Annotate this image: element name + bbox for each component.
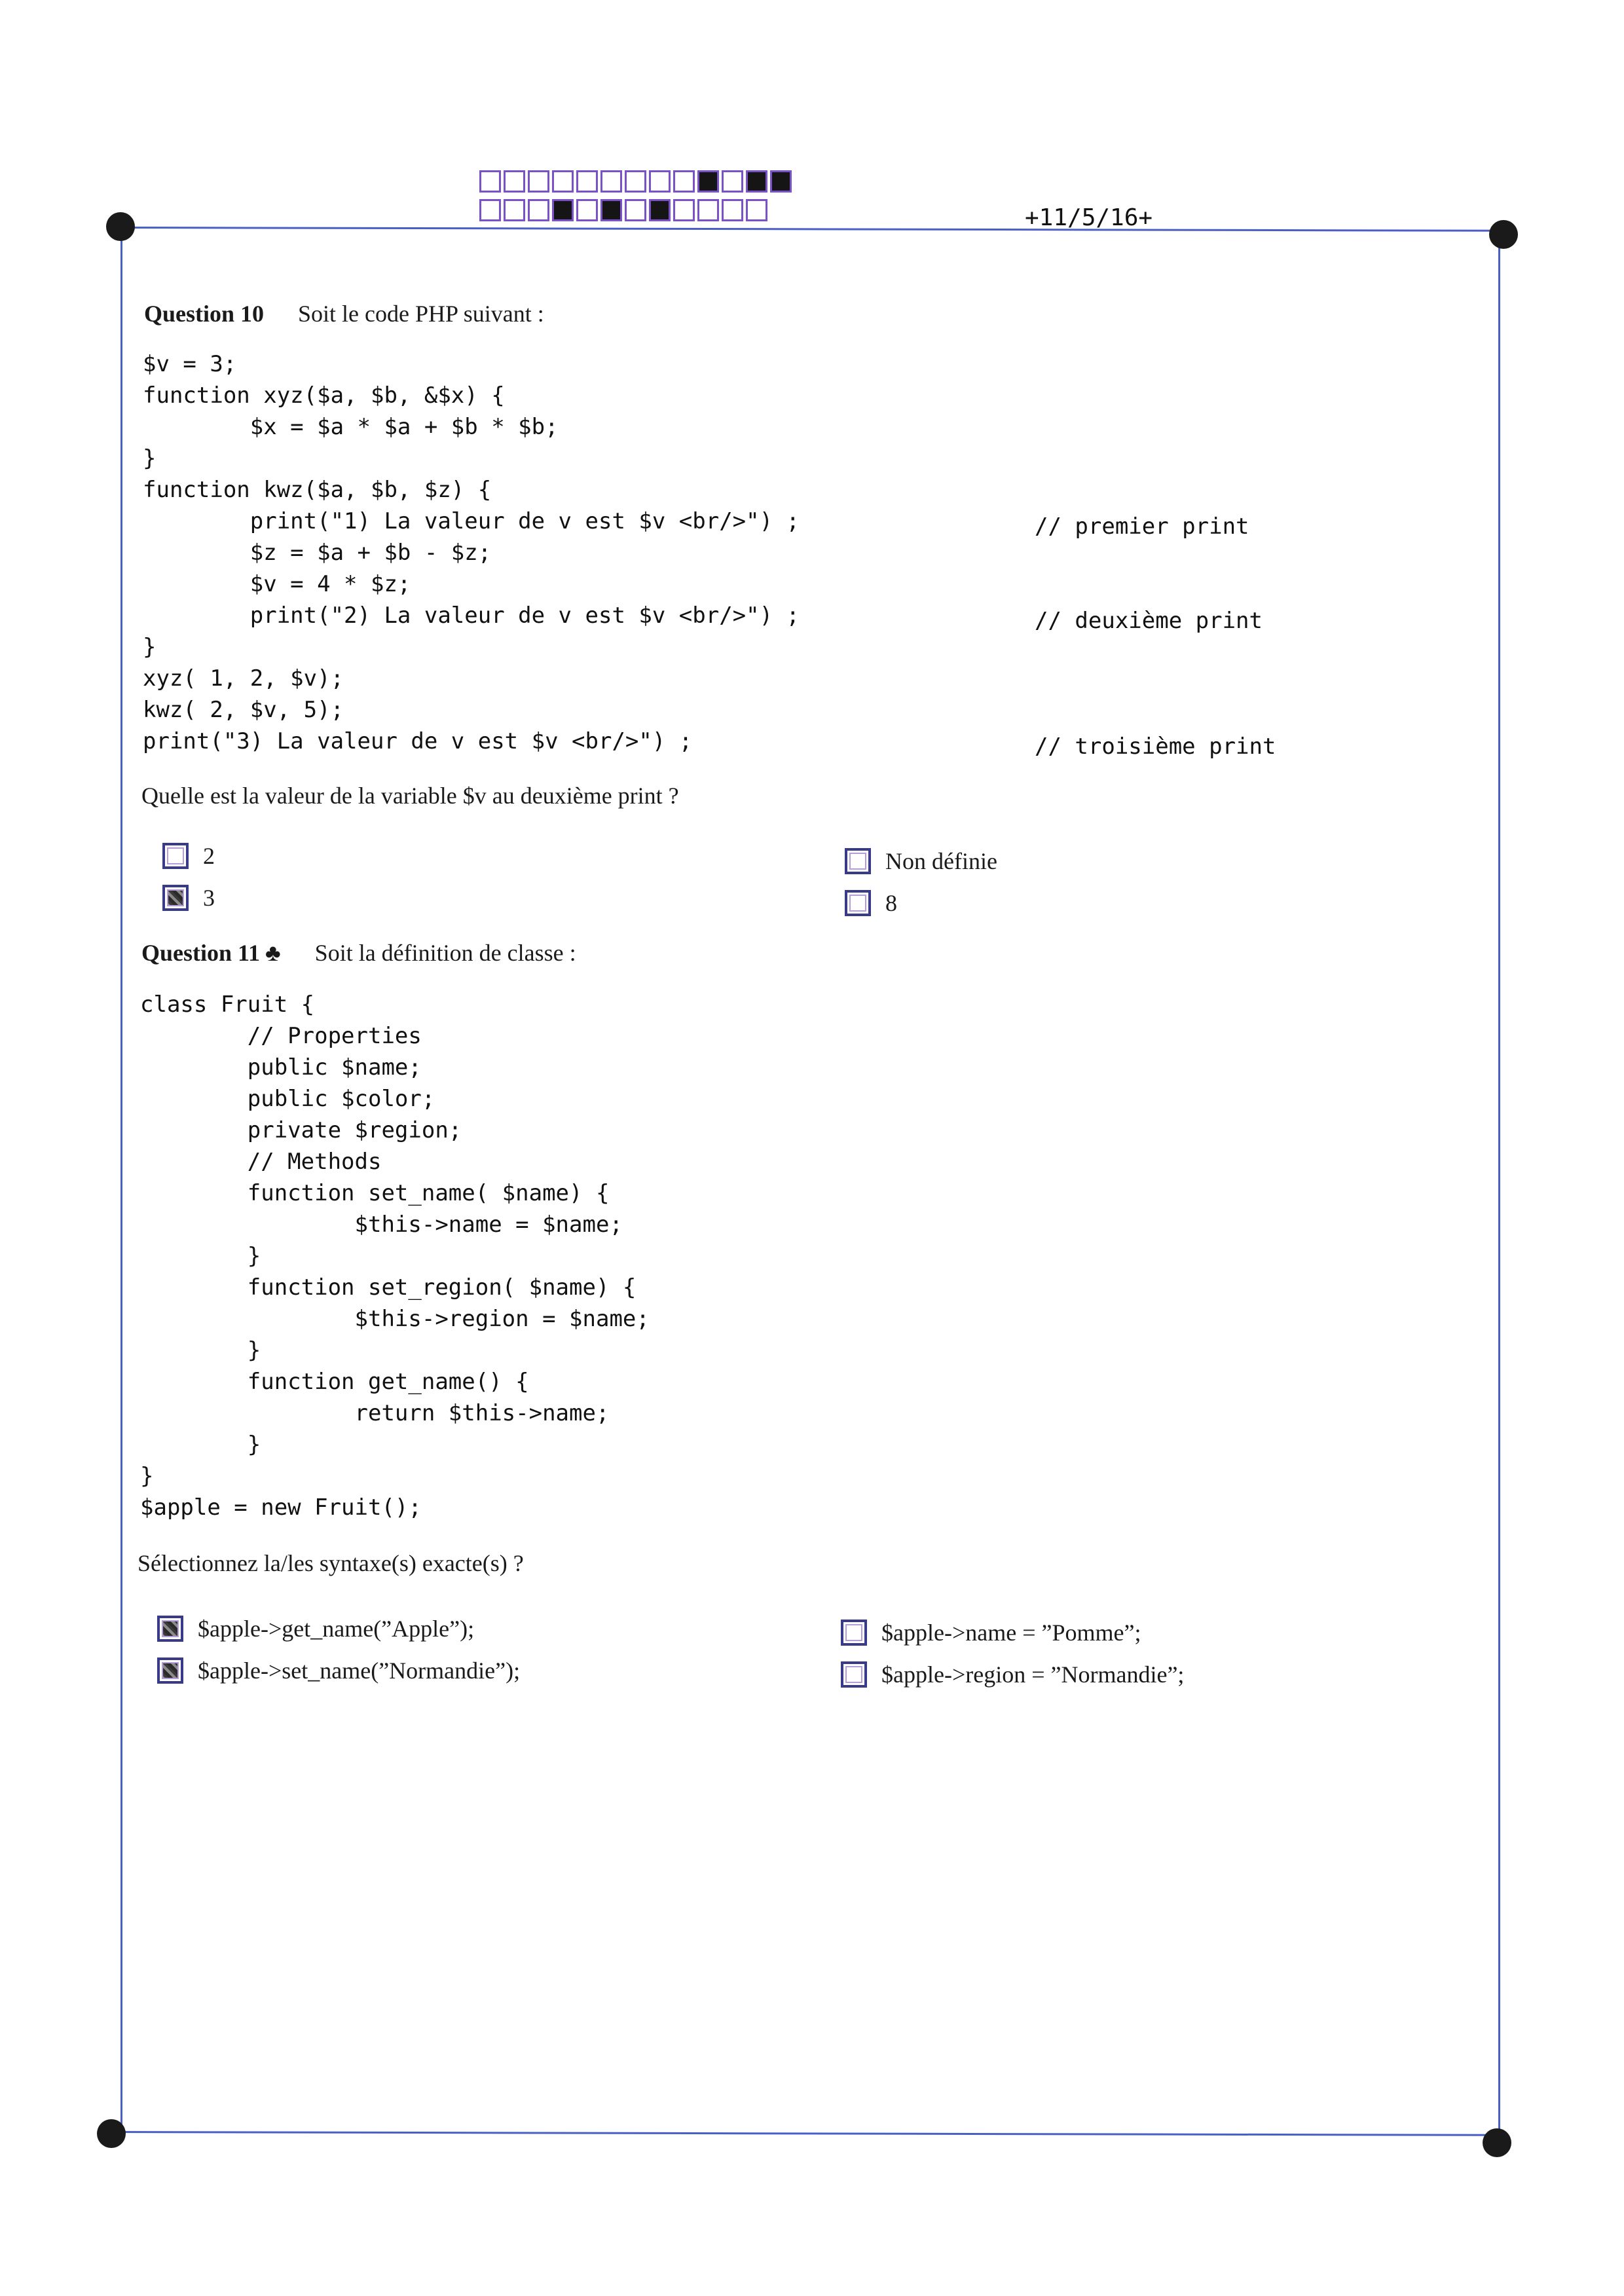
answer-label: 8	[885, 890, 897, 916]
barcode-cell-filled	[697, 170, 719, 193]
corner-marker-bottom-right	[1483, 2128, 1511, 2157]
answer-label: $apple->name = ”Pomme”;	[881, 1620, 1141, 1646]
barcode-cell-empty	[552, 170, 574, 193]
barcode-cell-empty	[576, 199, 598, 221]
question-text: Soit le code PHP suivant :	[298, 301, 544, 327]
barcode-cell-empty	[479, 199, 501, 221]
q11-answer-region[interactable]	[841, 1661, 1184, 1688]
q11-answer-name-pomme[interactable]	[841, 1619, 1141, 1646]
corner-marker-top-right	[1489, 220, 1518, 249]
q11-answer-set-name[interactable]	[157, 1657, 520, 1684]
answer-checkbox[interactable]	[845, 848, 871, 874]
barcode-cell-empty	[625, 170, 646, 193]
barcode-cell-empty	[576, 170, 598, 193]
answer-label: $apple->get_name(”Apple”);	[198, 1616, 475, 1642]
barcode-cell-empty	[528, 199, 549, 221]
question-11-prompt: Sélectionnez la/les syntaxe(s) exacte(s) ?	[138, 1550, 524, 1576]
barcode-cell-filled	[649, 199, 671, 221]
answer-checkbox-checked[interactable]	[162, 885, 189, 911]
comment-premier-print: // premier print	[1035, 513, 1249, 540]
barcode-cell-filled	[770, 170, 792, 193]
barcode-cell-filled	[552, 199, 574, 221]
answer-checkbox[interactable]	[162, 843, 189, 869]
question-number: Question 10	[144, 301, 265, 327]
barcode-cell-empty	[673, 170, 695, 193]
q10-answer-8[interactable]	[845, 889, 897, 917]
q10-answer-non-definie[interactable]	[845, 847, 997, 875]
barcode-cell-empty	[625, 199, 646, 221]
frame-bottom-line	[111, 2131, 1496, 2136]
corner-marker-bottom-left	[97, 2119, 126, 2148]
barcode-cell-empty	[504, 170, 525, 193]
barcode-cell-empty	[600, 170, 622, 193]
question-10-header	[144, 300, 544, 327]
barcode-cell-filled	[600, 199, 622, 221]
barcode-cell-empty	[479, 170, 501, 193]
frame-right-line	[1498, 236, 1500, 2141]
q10-answer-3[interactable]	[162, 884, 215, 912]
comment-troisieme-print: // troisième print	[1035, 733, 1276, 760]
barcode-cell-empty	[722, 199, 743, 221]
answer-label: $apple->region = ”Normandie”;	[881, 1661, 1185, 1688]
question-number: Question 11	[141, 940, 261, 966]
q10-answer-2[interactable]	[162, 842, 215, 870]
q11-answer-get-name[interactable]	[157, 1615, 474, 1642]
barcode-cell-empty	[528, 170, 549, 193]
answer-checkbox-checked[interactable]	[157, 1657, 183, 1684]
barcode-cell-empty	[746, 199, 767, 221]
answer-label: $apple->set_name(”Normandie”);	[198, 1657, 521, 1684]
question-11-header	[141, 939, 576, 967]
barcode-top-row	[479, 170, 794, 193]
comment-deuxieme-print: // deuxième print	[1035, 608, 1263, 634]
question-11-code: class Fruit { // Properties public $name; public $color; private $region; // Methods function set_name( $name) { $this->name = $name; } function set_region( $name) { $this->region = $name; } function get_name() { return $this->name; } } $apple = new Fruit();	[140, 991, 650, 1521]
barcode-cell-empty	[697, 199, 719, 221]
answer-label: 2	[203, 843, 215, 869]
answer-checkbox[interactable]	[845, 890, 871, 916]
question-text: Soit la définition de classe :	[314, 940, 576, 966]
corner-marker-top-left	[106, 212, 135, 241]
barcode-cell-empty	[673, 199, 695, 221]
answer-label: 3	[203, 885, 215, 911]
barcode-cell-empty	[722, 170, 743, 193]
answer-checkbox-checked[interactable]	[157, 1616, 183, 1642]
frame-left-line	[120, 227, 122, 2132]
barcode-cell-empty	[504, 199, 525, 221]
barcode-bottom-row	[479, 199, 770, 221]
question-10-prompt: Quelle est la valeur de la variable $v au deuxième print ?	[141, 783, 679, 809]
question-10-code: $v = 3; function xyz($a, $b, &$x) { $x = $a * $a + $b * $b; } function kwz($a, $b, $z) { print("1) La valeur de v est $v <br/>") ; $z = $a + $b - $z; $v = 4 * $z; print("2) La valeur de v est $v <br/>") ; } xyz( 1, 2, $v); kwz( 2, $v, 5); print("3) La valeur de v est $v <br/>") ;	[143, 351, 800, 754]
barcode-cell-empty	[649, 170, 671, 193]
answer-label: Non définie	[885, 848, 997, 874]
frame-top-line	[122, 227, 1502, 232]
club-icon: ♣	[265, 940, 281, 966]
answer-checkbox[interactable]	[841, 1620, 867, 1646]
page-id: +11/5/16+	[1025, 204, 1153, 231]
barcode-cell-filled	[746, 170, 767, 193]
answer-checkbox[interactable]	[841, 1661, 867, 1688]
